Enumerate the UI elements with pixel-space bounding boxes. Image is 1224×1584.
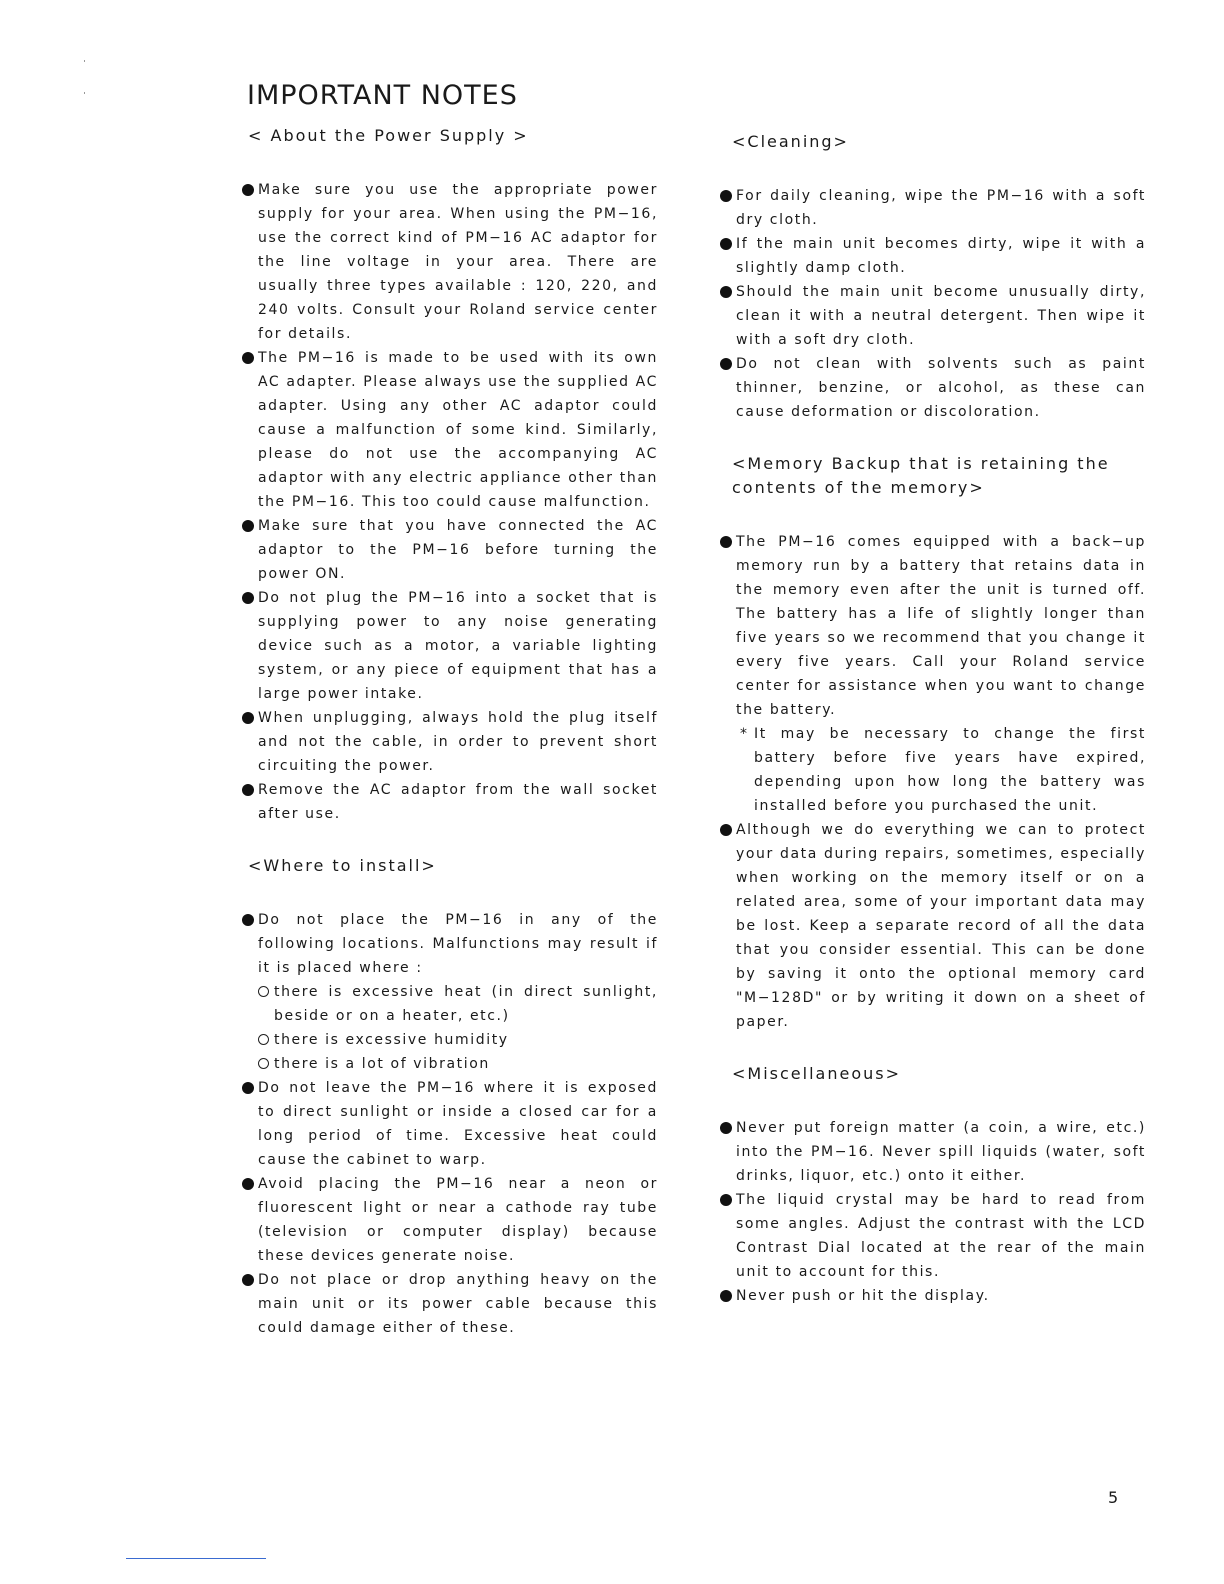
bullet-icon — [720, 1194, 732, 1206]
list-item: If the main unit becomes dirty, wipe it with a slightly damp cloth. — [716, 232, 1146, 280]
list-item: Remove the AC adaptor from the wall socket after use. — [238, 778, 658, 826]
bullet-icon — [242, 352, 254, 364]
bullet-icon — [242, 520, 254, 532]
section-heading-cleaning: <Cleaning> — [732, 132, 849, 151]
list-item: Do not place or drop anything heavy on the main unit or its power cable because this could damage either of these. — [238, 1268, 658, 1340]
power-supply-section — [238, 124, 658, 826]
section-heading-miscellaneous: <Miscellaneous> — [732, 1064, 901, 1083]
list-item: Make sure you use the appropriate power supply for your area. When using the PM−16, use the correct kind of PM−16 AC adaptor for the line voltage in your area. There are usually three types available : 120, 220, and 240 volts. Consult your Roland service center for details. — [238, 178, 658, 346]
install-conditions-list — [258, 980, 658, 1076]
list-item: Do not leave the PM−16 where it is exposed to direct sunlight or inside a closed car for a long period of time. Excessive heat could cause the cabinet to warp. — [238, 1076, 658, 1172]
list-item: The liquid crystal may be hard to read from some angles. Adjust the contrast with the LCD Contrast Dial located at the rear of the main unit to account for this. — [716, 1188, 1146, 1284]
bullet-icon — [720, 238, 732, 250]
circle-bullet-icon — [258, 986, 269, 997]
bullet-icon — [720, 190, 732, 202]
list-item: Should the main unit become unusually dirty, clean it with a neutral detergent. Then wipe it with a soft dry cloth. — [716, 280, 1146, 352]
sub-list-item: there is excessive humidity — [258, 1028, 658, 1052]
bullet-icon — [242, 1082, 254, 1094]
section-heading-power-supply: < About the Power Supply > — [248, 126, 529, 145]
scan-speck — [84, 60, 85, 62]
list-item: When unplugging, always hold the plug itself and not the cable, in order to prevent short circuiting the power. — [238, 706, 658, 778]
bullet-icon — [242, 1178, 254, 1190]
battery-note: * It may be necessary to change the first battery before five years have expired, depending upon how long the battery was installed before you purchased the unit. — [740, 722, 1146, 818]
list-item: Do not place the PM−16 in any of the following locations. Malfunctions may result if it is placed where : there is excessive heat (in direct sunlight, beside or on a heater, etc.) there is excessive humidity there is a lot of vibration — [238, 908, 658, 1076]
bullet-icon — [242, 592, 254, 604]
scan-speck — [84, 92, 85, 94]
list-item: Do not clean with solvents such as paint thinner, benzine, or alcohol, as these can cause deformation or discoloration. — [716, 352, 1146, 424]
cleaning-list — [716, 184, 1146, 424]
section-heading-memory-backup: <Memory Backup that is retaining the contents of the memory> — [732, 454, 1110, 497]
asterisk-note-mark: * — [740, 726, 749, 742]
bullet-icon — [242, 914, 254, 926]
bullet-icon — [242, 184, 254, 196]
circle-bullet-icon — [258, 1034, 269, 1045]
install-section — [238, 854, 658, 1340]
sub-list-item: there is excessive heat (in direct sunlight, beside or on a heater, etc.) — [258, 980, 658, 1028]
list-item: Although we do everything we can to protect your data during repairs, sometimes, especially when working on the memory itself or on a related area, some of your important data may be lost. Keep a separate record of all the data that you consider essential. This can be done by saving it onto the optional memory card "M−128D" or by writing it down on a sheet of paper. — [716, 818, 1146, 1034]
section-heading-install: <Where to install> — [248, 856, 437, 875]
bottom-rule — [126, 1558, 266, 1559]
bullet-icon — [720, 1290, 732, 1302]
sub-list-item: there is a lot of vibration — [258, 1052, 658, 1076]
miscellaneous-section — [716, 1062, 1146, 1308]
list-item: Avoid placing the PM−16 near a neon or fluorescent light or near a cathode ray tube (television or computer display) because these devices generate noise. — [238, 1172, 658, 1268]
bullet-icon — [242, 1274, 254, 1286]
list-item: The PM−16 is made to be used with its own AC adapter. Please always use the supplied AC adapter. Using any other AC adaptor could cause a malfunction of some kind. Similarly, please do not use the accompanying AC adaptor with any electric appliance other than the PM−16. This too could cause malfunction. — [238, 346, 658, 514]
left-column — [238, 124, 658, 1368]
page-title: IMPORTANT NOTES — [247, 80, 518, 111]
bullet-icon — [720, 1122, 732, 1134]
list-item: Never push or hit the display. — [716, 1284, 1146, 1308]
bullet-icon — [720, 824, 732, 836]
memory-backup-list — [716, 530, 1146, 1034]
bullet-icon — [242, 712, 254, 724]
page-number: 5 — [1108, 1488, 1119, 1507]
list-item: The PM−16 comes equipped with a back−up memory run by a battery that retains data in the memory even after the unit is turned off. The battery has a life of slightly longer than five years so we recommend that you change it every five years. Call your Roland service center for assistance when you want to change the battery. * It may be necessary to change the first battery before five years have expired, depending upon how long the battery was installed before you purchased the unit. — [716, 530, 1146, 818]
right-column — [716, 130, 1146, 1336]
cleaning-section — [716, 130, 1146, 424]
power-supply-list — [238, 178, 658, 826]
bullet-icon — [720, 286, 732, 298]
miscellaneous-list — [716, 1116, 1146, 1308]
install-list — [238, 908, 658, 1340]
circle-bullet-icon — [258, 1058, 269, 1069]
list-item: For daily cleaning, wipe the PM−16 with a soft dry cloth. — [716, 184, 1146, 232]
list-item: Never put foreign matter (a coin, a wire, etc.) into the PM−16. Never spill liquids (water, soft drinks, liquor, etc.) onto it either. — [716, 1116, 1146, 1188]
bullet-icon — [720, 358, 732, 370]
list-item: Do not plug the PM−16 into a socket that is supplying power to any noise generating device such as a motor, a variable lighting system, or any piece of equipment that has a large power intake. — [238, 586, 658, 706]
bullet-icon — [242, 784, 254, 796]
bullet-icon — [720, 536, 732, 548]
list-item: Make sure that you have connected the AC adaptor to the PM−16 before turning the power ON. — [238, 514, 658, 586]
memory-backup-section — [716, 452, 1146, 1034]
